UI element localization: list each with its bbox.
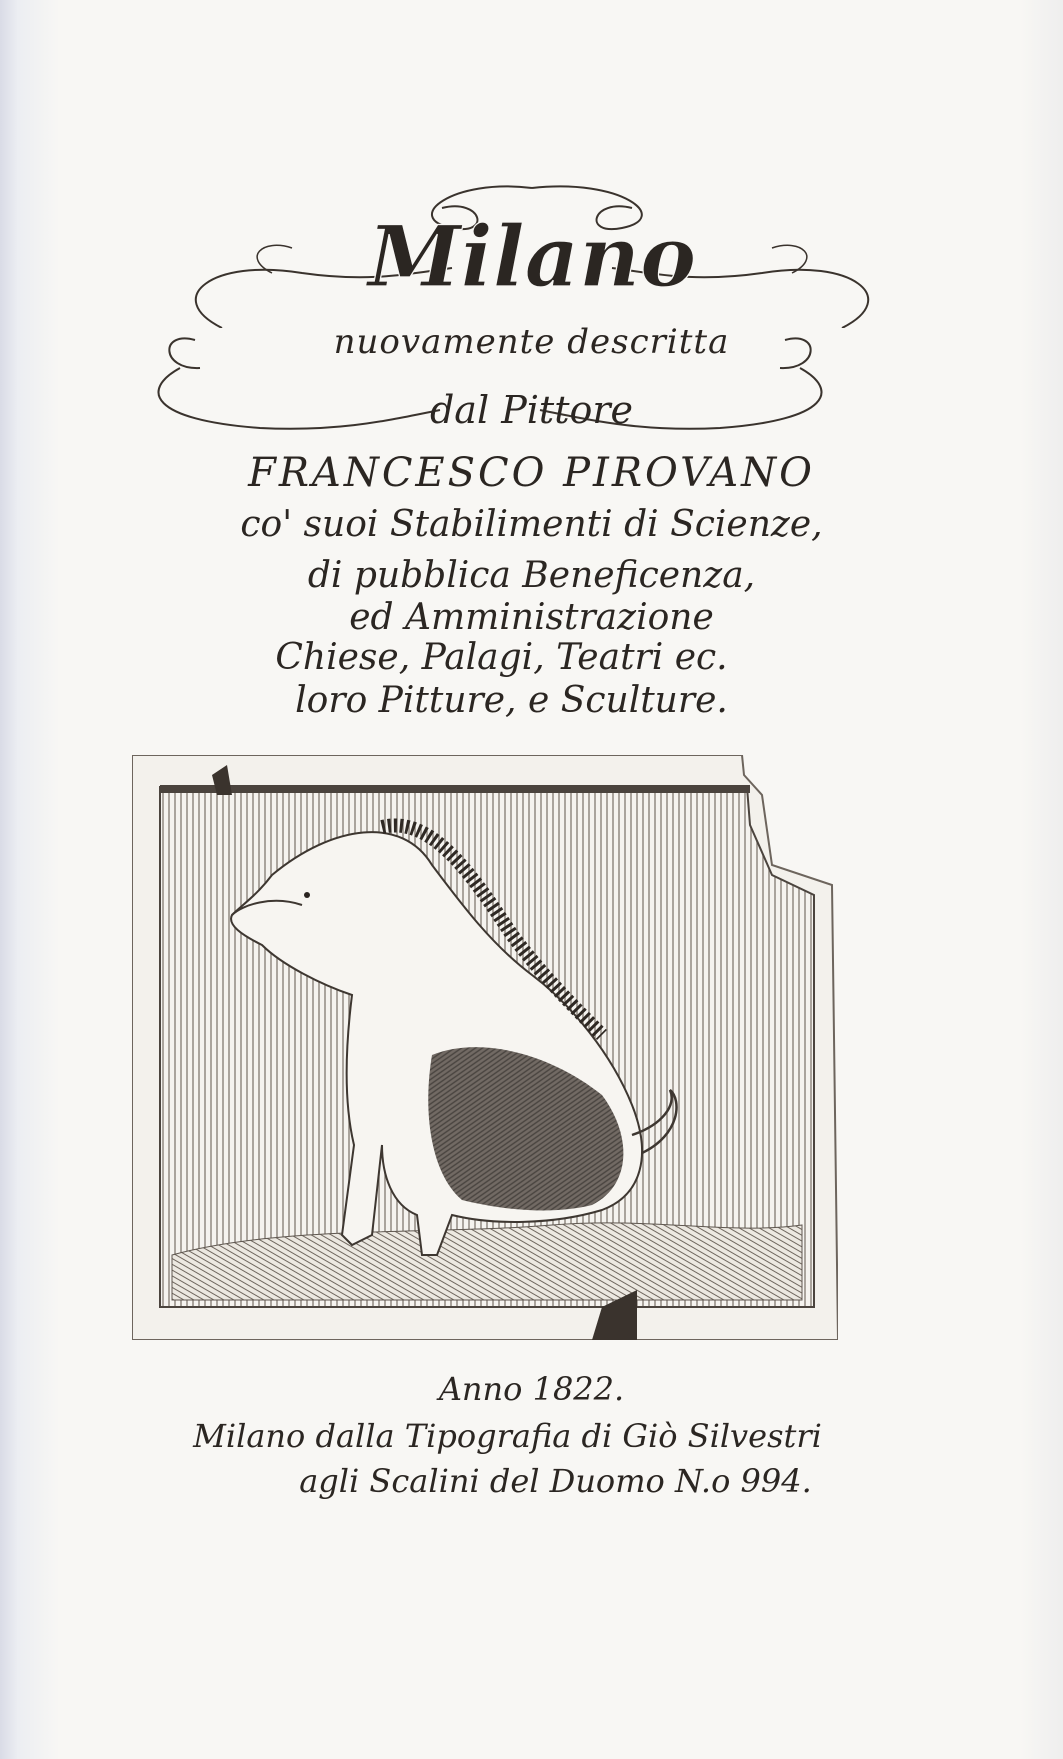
- printer-address: agli Scalini del Duomo N.o 994.: [299, 1462, 812, 1500]
- printer-line: Milano dalla Tipografia di Giò Silvestri: [193, 1417, 822, 1455]
- city-title: Milano: [367, 207, 696, 306]
- author-name: FRANCESCO PIROVANO: [248, 450, 815, 496]
- description-line: ed Amministrazione: [349, 597, 714, 638]
- description-line: Chiese, Palagi, Teatri ec.: [275, 637, 728, 678]
- boar-relief-engraving: [132, 755, 838, 1340]
- by-line: dal Pittore: [429, 388, 633, 432]
- publication-year: Anno 1822.: [438, 1370, 625, 1408]
- subtitle: nuovamente descritta: [333, 322, 730, 362]
- description-line: di pubblica Beneficenza,: [307, 555, 756, 596]
- description-line: loro Pitture, e Sculture.: [295, 680, 728, 721]
- description-line: co' suoi Stabilimenti di Scienze,: [240, 504, 823, 545]
